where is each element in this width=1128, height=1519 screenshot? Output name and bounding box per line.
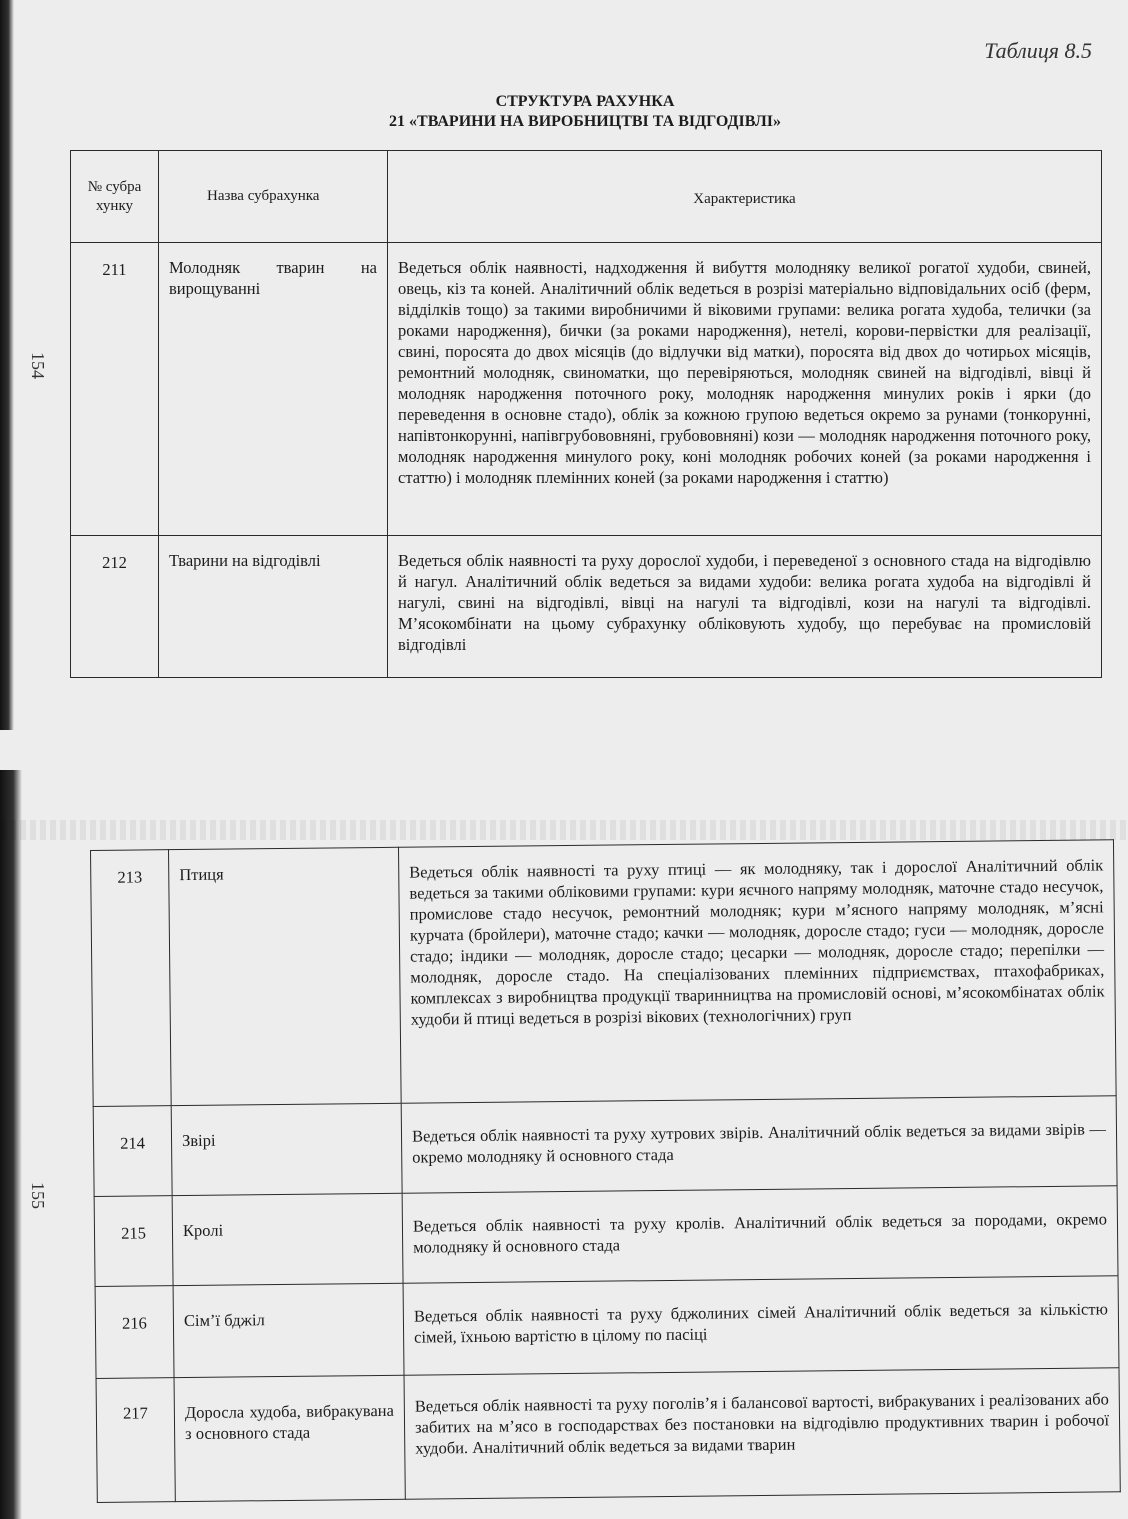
row-number: 211 [71, 243, 159, 536]
page-155 [0, 770, 1128, 1519]
row-number: 212 [71, 536, 159, 678]
table-row [71, 243, 1102, 536]
row-description: Ведеться облік наявності та руху птиці — як молодняку, так і дорослої Аналітичний облік ведеться за такими обліковими групами: кури яєчного напряму молодняк, маточне стадо несучок, промислове стадо несучок, ремонтний молодняк; кури м’ясного напряму молодняк, м’ясні курчата (бройлери), маточне стадо; качки — молодняк, доросле стадо; гуси — молодняк, доросле стадо; індики — молодняк, доросле стадо; цесарки — молодняк, доросле стадо; перепілки — молодняк, доросле стадо. На спеціалізованих племінних підприємствах, птахофабриках, комплексах з виробництва продукції тваринництва на промисловій основі, м’ясокомбінатах облік худоби й птиці ведеться в розрізі вікових (технологічних) груп [398, 840, 1116, 1103]
table-row [93, 1096, 1117, 1197]
bleed-through-text [0, 820, 1128, 840]
row-description: Ведеться облік наявності та руху поголів’я і балансової вартості, вибракуваних і реалізованих або забитих на м’ясо в господарствах без постановки на відгодівлю продуктивних тварин і робочої худоби. Аналітичний облік ведеться за видами тварин [404, 1368, 1120, 1499]
row-number: 215 [94, 1196, 173, 1287]
row-name: Кролі [172, 1193, 403, 1285]
row-description: Ведеться облік наявності та руху дорослої худоби, і переведеної з основного стада на відгодівлю й нагул. Аналітичний облік ведеться за видами худоби: велика рогата худоба на відгодівлі й нагулі, свині на відгодівлі, вівці на нагулі та відгодівлі, кози на нагулі та відгодівлі. М’ясокомбінати на цьому субрахунку обліковують худобу, що перебуває на промисловій відгодівлі [388, 536, 1102, 678]
table-header-row [71, 151, 1102, 243]
row-name: Доросла худоба, вибракувана з основного стада [174, 1375, 405, 1501]
row-number: 214 [93, 1106, 172, 1197]
row-number: 213 [91, 850, 172, 1107]
table-label: Таблиця 8.5 [984, 38, 1092, 63]
table-caption [70, 92, 1100, 132]
row-name: Сім’ї бджіл [173, 1283, 404, 1377]
page-number: 154 [28, 352, 48, 379]
row-description: Ведеться облік наявності та руху кролів. Аналітичний облік ведеться за породами, окремо молодняку й основного стада [402, 1186, 1118, 1283]
header-name: Назва субрахунка [159, 151, 388, 243]
row-description: Ведеться облік наявності, надходження й вибуття молодняку великої рогатої худоби, свиней, овець, кіз та коней. Аналітичний облік ведеться в розрізі матеріально відповідальних осіб (ферм, відділків тощо) за такими виробничими й віковими групами: велика рогата худоба, телички (за роками народження), бички (за роками народження), нетелі, корови-первістки для реалізації, свині, поросята до двох місяців (до відлучки від матки), поросята від двох до чотирьох місяців, ремонтний молодняк, свиноматки, що перевіряються, молодняк свиней на відгодівлі, вівці й молодняк народження поточного року, молодняк народження минулих років і ярки (до переведення в основне стадо), облік за кожною групою ведеться окремо за рунами (тонкорунні, напівтонкорунні, напівгрубововняні, грубововняні) кози — молодняк народження поточного року, молодняк народження минулого року, коні молодняк робочих коней (за роками народження і статтю) і молодняк племінних коней (за роками народження і статтю) [388, 243, 1102, 536]
book-spine-shadow [0, 0, 14, 730]
row-name: Молодняк тварин на вирощуванні [159, 243, 388, 536]
row-name: Птиця [169, 847, 402, 1105]
page-154 [0, 0, 1128, 730]
table-row [96, 1368, 1120, 1503]
caption-line-1: СТРУКТУРА РАХУНКА [495, 93, 675, 110]
header-description: Характеристика [388, 151, 1102, 243]
row-number: 216 [95, 1286, 174, 1379]
page-number: 155 [28, 1182, 48, 1209]
row-name: Тварини на відгодівлі [159, 536, 388, 678]
row-description: Ведеться облік наявності та руху бджолиних сімей Аналітичний облік ведеться за кількістю сімей, їхньою вартістю в цілому по пасіці [403, 1276, 1119, 1375]
row-number: 217 [96, 1378, 175, 1503]
subaccount-table-bottom [90, 839, 1121, 1503]
table-row [94, 1186, 1118, 1287]
subaccount-table-top [70, 150, 1102, 678]
table-row [91, 840, 1117, 1107]
row-name: Звірі [171, 1103, 402, 1195]
table-row [71, 536, 1102, 678]
row-description: Ведеться облік наявності та руху хутрових звірів. Аналітичний облік ведеться за видами звірів — окремо молодняку й основного стада [401, 1096, 1117, 1193]
caption-line-2: 21 «ТВАРИНИ НА ВИРОБНИЦТВІ ТА ВІДГОДІВЛІ» [389, 113, 781, 130]
header-number: № субра хунку [71, 151, 159, 243]
table-row [95, 1276, 1119, 1379]
book-spine-shadow [0, 770, 22, 1519]
